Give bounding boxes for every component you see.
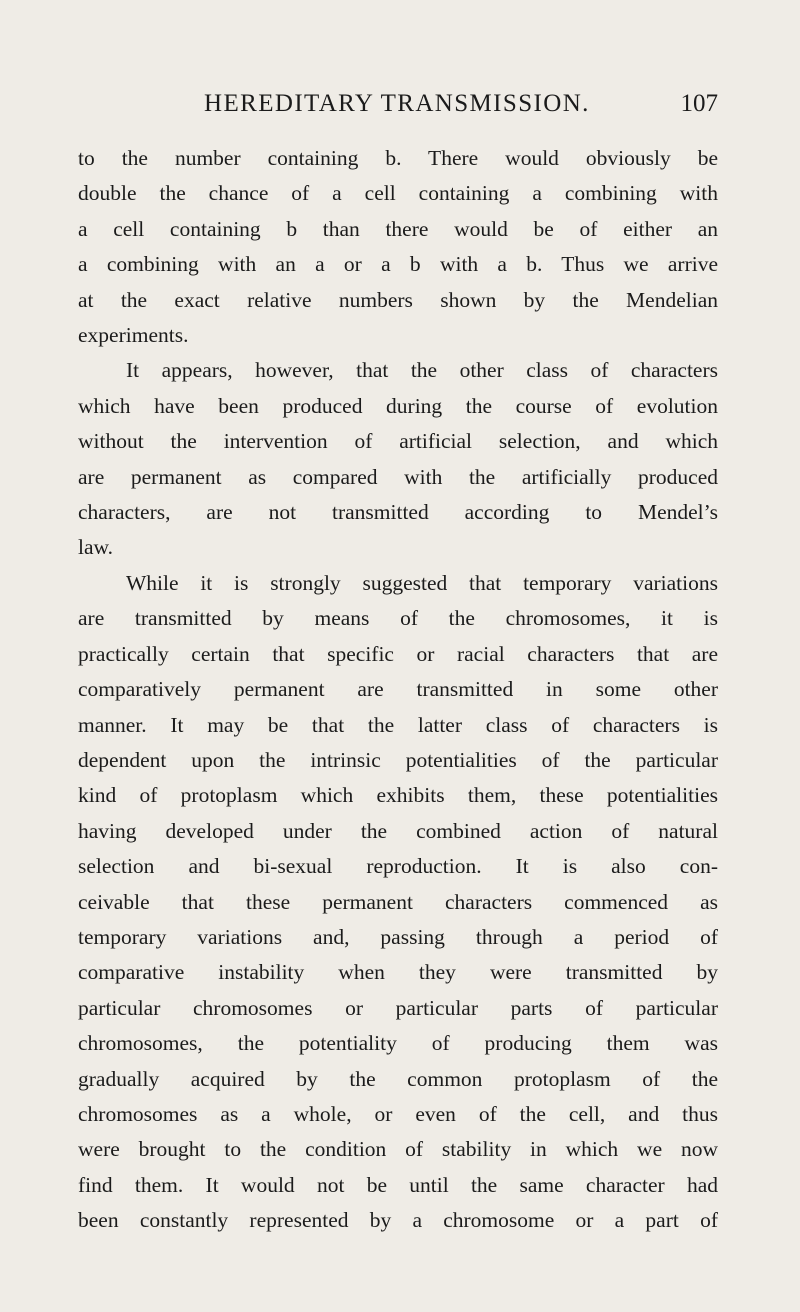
paragraph-2 <box>78 353 718 565</box>
text-line: a combining with an a or a b with a b. Thus we arrive <box>78 252 718 277</box>
text-line: find them. It would not be until the same character had <box>78 1172 718 1197</box>
text-line: to the number containing b. There would obviously be <box>78 146 718 170</box>
page-header <box>78 84 718 124</box>
page-number: 107 <box>680 90 718 117</box>
text-line: kind of protoplasm which exhibits them, these potentialities <box>78 783 718 808</box>
text-line: comparatively permanent are transmitted in some other <box>78 677 718 702</box>
text-line: manner. It may be that the latter class of characters is <box>78 712 718 737</box>
text-line: were brought to the condition of stability in which we now <box>78 1137 718 1162</box>
text-line: are transmitted by means of the chromosomes, it is <box>78 606 718 631</box>
text-line: a cell containing b than there would be of either an <box>78 216 718 241</box>
text-line: chromosomes as a whole, or even of the cell, and thus <box>78 1101 718 1126</box>
body-text <box>78 141 718 1239</box>
text-line: chromosomes, the potentiality of producing them was <box>78 1031 718 1056</box>
text-line: characters, are not transmitted according to Mendel’s <box>78 500 718 525</box>
paragraph-1 <box>78 141 718 353</box>
text-line: particular chromosomes or particular parts of particular <box>78 995 718 1020</box>
text-line: law. <box>78 535 114 560</box>
paragraph-3 <box>78 566 718 1239</box>
text-line: practically certain that specific or racial characters that are <box>78 641 718 666</box>
text-line: which have been produced during the course of evolution <box>78 393 718 418</box>
running-head: HEREDITARY TRANSMISSION. <box>204 90 590 117</box>
text-line: gradually acquired by the common protoplasm of the <box>78 1066 718 1091</box>
text-line: ceivable that these permanent characters commenced as <box>78 889 718 914</box>
text-line: It appears, however, that the other class of characters <box>126 358 718 383</box>
text-line: double the chance of a cell containing a combining with <box>78 181 718 206</box>
text-line: temporary variations and, passing through a period of <box>78 924 718 949</box>
text-line: at the exact relative numbers shown by the Mendelian <box>78 287 718 312</box>
text-line: are permanent as compared with the artificially produced <box>78 464 718 489</box>
text-line: comparative instability when they were transmitted by <box>78 960 718 985</box>
text-line: been constantly represented by a chromosome or a part of <box>78 1208 718 1233</box>
text-line: having developed under the combined action of natural <box>78 818 718 843</box>
text-line: dependent upon the intrinsic potentialities of the particular <box>78 747 718 772</box>
text-line: experiments. <box>78 323 189 348</box>
text-line: without the intervention of artificial selection, and which <box>78 429 718 454</box>
text-line: selection and bi-sexual reproduction. It is also con- <box>78 854 718 879</box>
text-line: While it is strongly suggested that temporary variations <box>126 570 718 595</box>
